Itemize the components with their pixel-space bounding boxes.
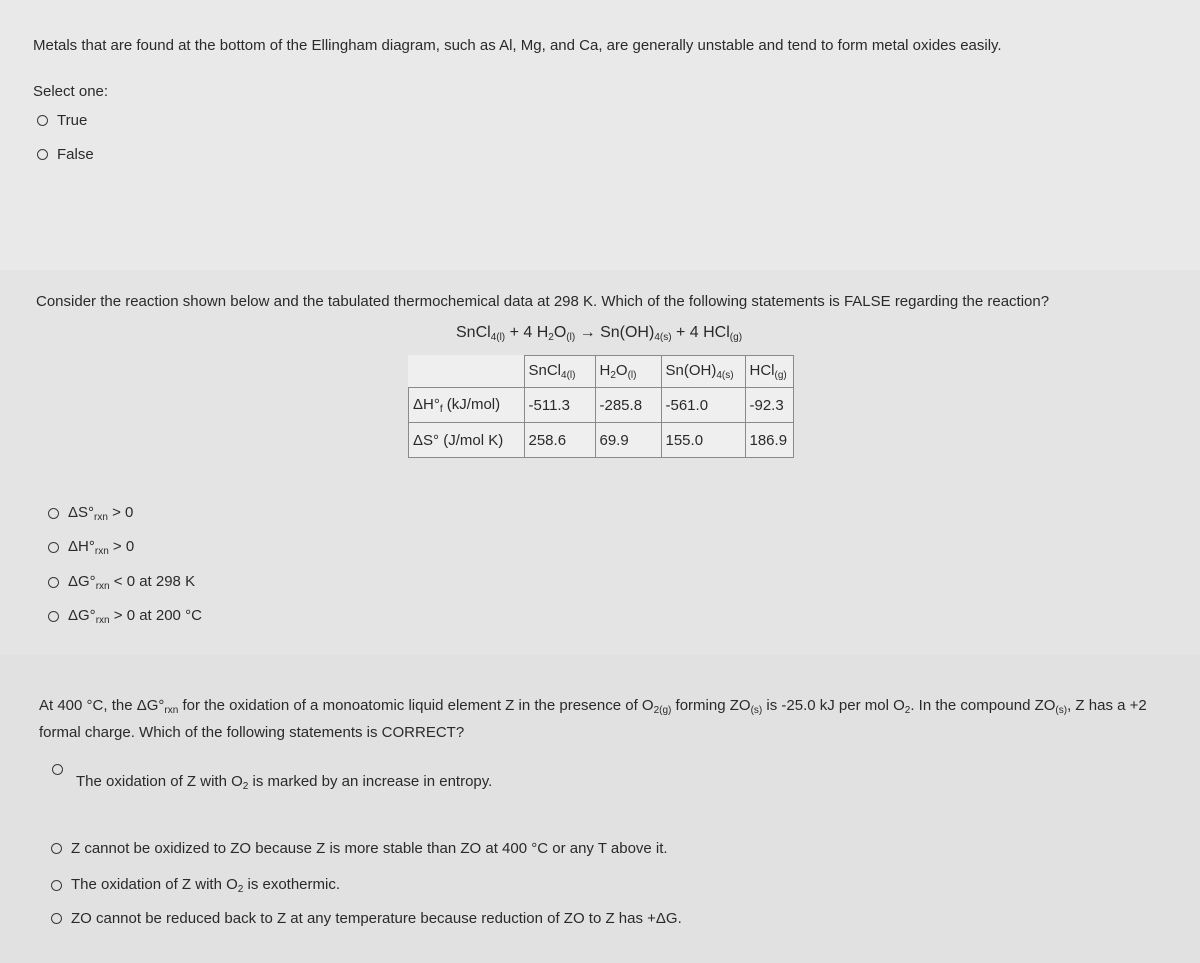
question-2-stem: Consider the reaction shown below and the tabulated thermochemical data at 298 K. Which of the following statements is FALSE regarding the reaction? [36, 293, 1050, 310]
question-1-stem: Metals that are found at the bottom of the Ellingham diagram, such as Al, Mg, and Ca, are generally unstable and tend to form metal oxides easily. [33, 37, 1002, 54]
option-false[interactable] [37, 146, 94, 163]
water-state: (l) [566, 332, 576, 343]
row-label-entropy: ΔS° (J/mol K) [409, 423, 525, 458]
option-label: $\Delta H^\circ_{rxn} > 0$ [68, 538, 135, 557]
option-label: The oxidation of Z with $O_2$ is exothermic. [71, 876, 341, 895]
option-label: ZO cannot be reduced back to Z at any temperature because reduction of ZO to Z has +ΔG. [71, 910, 682, 927]
option-label: $\Delta G^\circ_{rxn} < 0$ at 298 K [68, 573, 196, 592]
option-true[interactable] [37, 112, 87, 129]
product-1: Sn(OH) [600, 324, 655, 341]
radio-icon[interactable] [51, 913, 62, 924]
plus-hcl: + 4 HCl [671, 324, 730, 341]
table-cell: 186.9 [745, 423, 793, 458]
product-1-state: 4(s) [654, 332, 672, 343]
option-gibbs-negative-298k[interactable] [48, 573, 195, 592]
header-h2o: $H_2O_{(l)}$ [595, 356, 661, 388]
option-label: $\Delta S^\circ_{rxn} > 0$ [68, 504, 134, 523]
table-row-entropy [409, 423, 794, 458]
table-cell: 69.9 [595, 423, 661, 458]
table-cell: 155.0 [661, 423, 745, 458]
row-label-enthalpy: $\Delta H^\circ_f$ (kJ/mol) [409, 388, 525, 423]
reaction-arrow: → [575, 324, 601, 341]
option-label: False [57, 146, 94, 163]
option-label: $\Delta G^\circ_{rxn} > 0$ at 200 °C [68, 607, 202, 626]
plus-water: + 4 H [505, 324, 549, 341]
thermochemical-data-table [408, 355, 794, 458]
table-header-row [409, 356, 794, 388]
water-o: O [553, 324, 567, 341]
header-hcl: HCl$_{(g)}$ [745, 356, 793, 388]
radio-icon[interactable] [37, 115, 48, 126]
header-sncl4: SnCl$_{4(l)}$ [524, 356, 595, 388]
table-cell: 258.6 [524, 423, 595, 458]
radio-icon[interactable] [37, 149, 48, 160]
table-cell: -561.0 [661, 388, 745, 423]
question-3-stem: At 400 °C, the $\Delta G^\circ_{rxn}$ for the oxidation of a monoatomic liquid element Z in the presence of $O_{2(g)}$ forming $ZO_{(s)}$ is -25.0 kJ per mol $O_2$. In the compound $ZO_{(s)}$, Z has a +2 formal charge. Which of the following statements is CORRECT? [39, 697, 1147, 741]
option-label: True [57, 112, 88, 129]
reactant-1-state: 4(l) [490, 332, 506, 343]
radio-icon[interactable] [48, 508, 59, 519]
hcl-state: (g) [729, 332, 743, 343]
table-corner [409, 356, 525, 388]
radio-icon[interactable] [51, 880, 62, 891]
reactant-1: SnCl [456, 324, 491, 341]
reaction-equation [456, 324, 742, 343]
option-gibbs-positive-200c[interactable] [48, 607, 202, 626]
water-subscript: 2 [548, 332, 554, 343]
radio-icon[interactable] [51, 843, 62, 854]
radio-icon[interactable] [48, 611, 59, 622]
option-exothermic[interactable] [51, 876, 340, 895]
option-entropy-increase[interactable] [76, 773, 492, 792]
option-entropy-positive[interactable] [48, 504, 133, 523]
table-cell: -511.3 [524, 388, 595, 423]
table-cell: -92.3 [745, 388, 793, 423]
table-row-enthalpy [409, 388, 794, 423]
table-cell: -285.8 [595, 388, 661, 423]
radio-icon[interactable] [48, 577, 59, 588]
option-label: Z cannot be oxidized to ZO because Z is more stable than ZO at 400 °C or any T above it. [71, 840, 668, 857]
select-one-label: Select one: [33, 83, 109, 100]
header-snoh4: $Sn(OH)_{4(s)}$ [661, 356, 745, 388]
option-cannot-oxidize[interactable] [51, 840, 668, 857]
option-cannot-reduce[interactable] [51, 910, 682, 927]
radio-icon[interactable] [48, 542, 59, 553]
radio-icon[interactable] [52, 764, 63, 775]
option-enthalpy-positive[interactable] [48, 538, 134, 557]
option-label: The oxidation of Z with $O_2$ is marked by an increase in entropy. [76, 773, 493, 792]
